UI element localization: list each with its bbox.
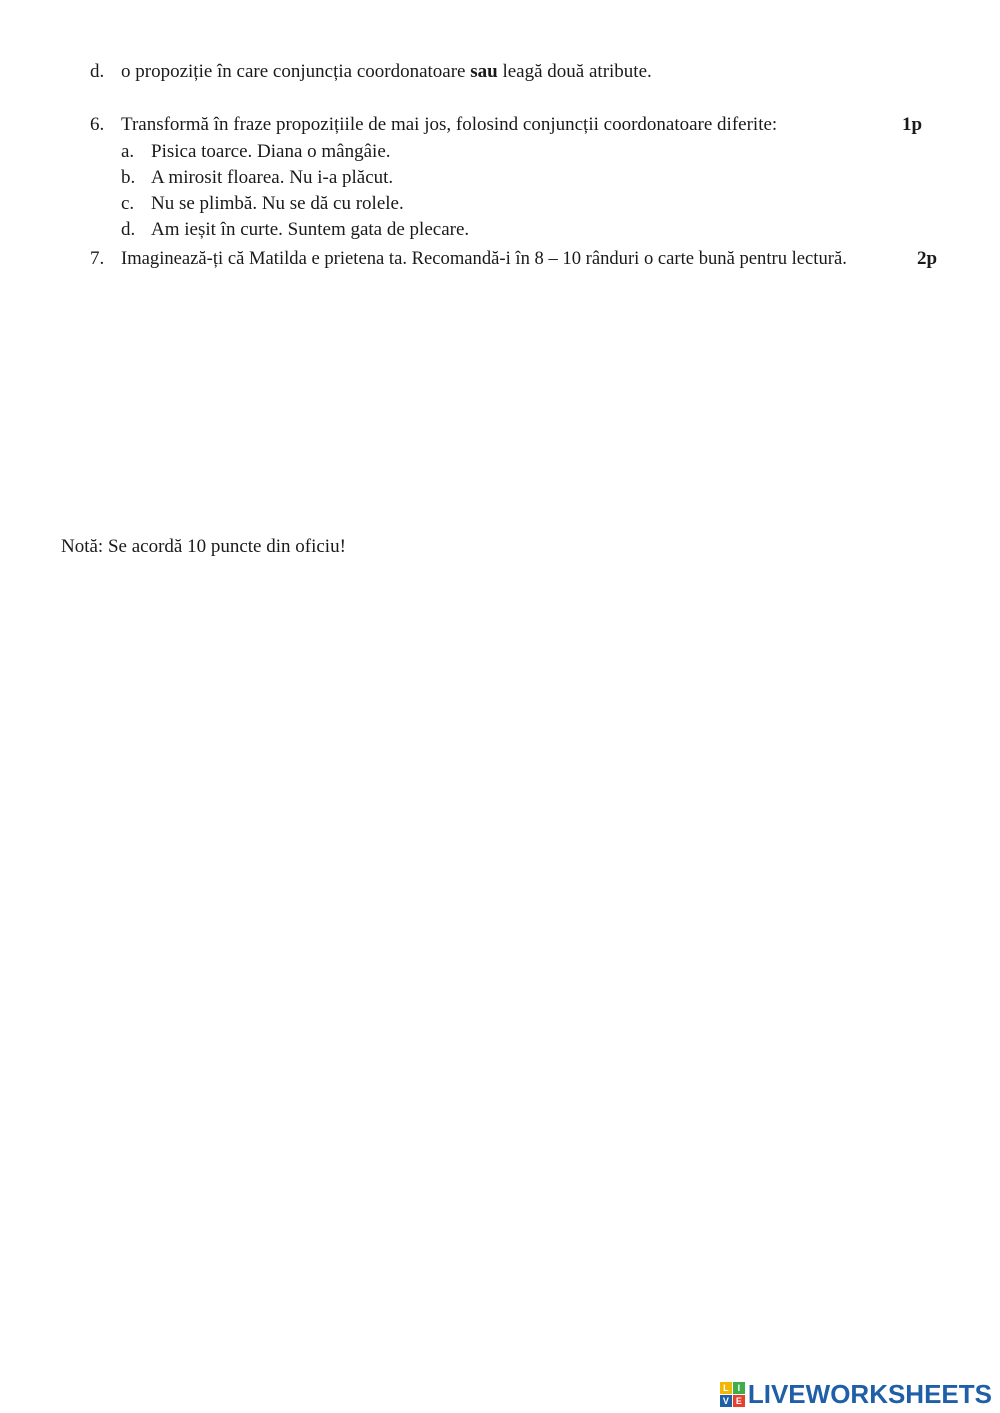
note: Notă: Se acordă 10 puncte din oficiu! (61, 536, 346, 557)
logo-tile-v: V (720, 1395, 732, 1407)
item-5d-text-after: leagă două atribute. (497, 61, 652, 82)
item-6b-text: A mirosit floarea. Nu i-a plăcut. (151, 167, 394, 188)
item-6d-text: Am ieșit în curte. Suntem gata de plecare. (151, 219, 470, 240)
item-7-points: 2p (917, 248, 938, 269)
item-5d-letter: d. (90, 61, 105, 82)
item-6c-letter: c. (121, 193, 135, 214)
item-6b-letter: b. (121, 167, 136, 188)
logo-tile-l: L (720, 1382, 732, 1394)
item-7-number: 7. (90, 248, 105, 269)
item-6a-text: Pisica toarce. Diana o mângâie. (151, 141, 391, 162)
logo-tile-e: E (733, 1395, 745, 1407)
liveworksheets-logo-text: LIVEWORKSHEETS (747, 1378, 992, 1409)
liveworksheets-logo (720, 1378, 992, 1410)
item-6-points: 1p (902, 114, 923, 135)
item-6c-text: Nu se plimbă. Nu se dă cu rolele. (151, 193, 404, 214)
item-6-text: Transformă în fraze propozițiile de mai jos, folosind conjuncții coordonatoare diferite: (121, 114, 778, 135)
item-5d-text (121, 61, 652, 83)
liveworksheets-logo-icon (720, 1382, 745, 1407)
item-7-text: Imaginează-ți că Matilda e prietena ta. Recomandă-i în 8 – 10 rânduri o carte bună pentru lectură. (121, 248, 847, 269)
logo-tile-i: I (733, 1382, 745, 1394)
item-6a-letter: a. (121, 141, 135, 162)
item-6-number: 6. (90, 114, 105, 135)
item-6d-letter: d. (121, 219, 136, 240)
item-5d-text-bold: sau (470, 61, 498, 82)
item-5d-text-before: o propoziție în care conjuncția coordonatoare (121, 61, 471, 82)
item-5d (90, 61, 104, 83)
